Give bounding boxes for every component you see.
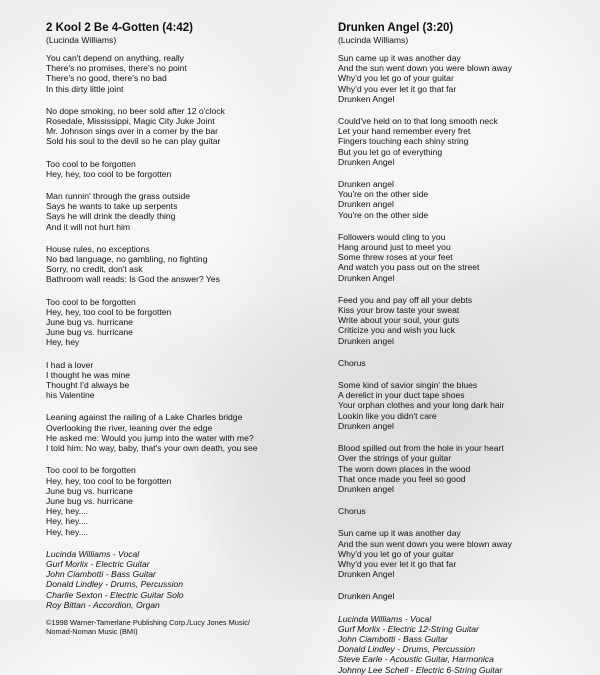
lyric-stanza: [46, 297, 326, 348]
lyric-line: And the sun went down you were blown away: [338, 63, 512, 74]
lyric-line: You're on the other side: [338, 189, 429, 200]
lyric-line: Too cool to be forgotten: [46, 296, 136, 307]
lyric-stanza: [46, 465, 326, 536]
lyric-line: The worn down places in the wood: [338, 463, 471, 474]
lyric-line: Says he will drink the deadly thing: [46, 211, 176, 222]
lyric-line: No bad language, no gambling, no fighting: [46, 254, 208, 265]
text-line: Donald Lindley - Drums, Percussion: [46, 579, 184, 590]
lyric-line: He asked me: Would you jump into the water with me?: [46, 432, 254, 443]
lyric-line: Drunken Angel: [338, 591, 395, 602]
lyric-stanza: [338, 116, 588, 167]
text-line: Donald Lindley - Drums, Percussion: [338, 644, 476, 655]
song-title: 2 Kool 2 Be 4-Gotten (4:42): [46, 22, 193, 34]
lyric-stanza: [338, 528, 588, 579]
lyric-line: Bathroom wall reads: Is God the answer? Yes: [46, 274, 220, 285]
lyric-line: Over the strings of your guitar: [338, 453, 452, 464]
lyric-line: That once made you feel so good: [338, 473, 466, 484]
lyric-line: A derelict in your duct tape shoes: [338, 390, 465, 401]
lyric-line: Drunken angel: [338, 335, 394, 346]
lyric-line: June bug vs. hurricane: [46, 495, 133, 506]
lyric-line: Hey, hey, too cool to be forgotten: [46, 168, 172, 179]
lyric-line: Why'd you ever let it go that far: [338, 558, 457, 569]
text-line: Lucinda Williams - Vocal: [46, 548, 140, 559]
lyric-stanza: [338, 380, 588, 431]
lyric-line: No dope smoking, no beer sold after 12 o'clock: [46, 105, 225, 116]
text-line: Charlie Sexton - Electric Guitar Solo: [46, 589, 184, 600]
lyric-line: Sun came up it was another day: [338, 53, 461, 63]
lyric-line: Drunken angel: [338, 420, 394, 431]
lyric-line: I thought he was mine: [46, 369, 131, 380]
lyrics: [46, 53, 326, 537]
lyric-line: Drunken Angel: [338, 156, 395, 167]
lyric-line: Criticize you and wish you luck: [338, 325, 456, 336]
lyric-line: Too cool to be forgotten: [46, 158, 136, 169]
lyric-line: Hang around just to meet you: [338, 242, 451, 253]
lyric-line: Too cool to be forgotten: [46, 465, 136, 476]
lyric-line: Drunken Angel: [338, 93, 395, 104]
lyric-line: June bug vs. hurricane: [46, 327, 133, 338]
lyric-line: And the sun went down you were blown away: [338, 538, 512, 549]
lyric-line: Blood spilled out from the hole in your heart: [338, 443, 504, 454]
lyric-stanza: [338, 443, 588, 494]
lyric-line: Some kind of savior singin' the blues: [338, 380, 478, 391]
lyric-line: June bug vs. hurricane: [46, 485, 133, 496]
lyric-line: Hey, hey, too cool to be forgotten: [46, 475, 172, 486]
lyrics: [338, 53, 588, 602]
lyric-line: Could've held on to that long smooth neck: [338, 116, 498, 127]
copyright-notice: [46, 618, 326, 636]
personnel-list: [338, 614, 588, 675]
text-line: ©1998 Warner-Tamerlane Publishing Corp./Lucy Jones Music/: [46, 617, 250, 627]
lyric-line: Why'd you let go of your guitar: [338, 548, 454, 559]
lyric-line: Hey, hey: [46, 337, 80, 348]
text-line: John Ciambotti - Bass Guitar: [46, 569, 156, 580]
lyric-line: Mr. Johnson sings over in a corner by the bar: [46, 126, 218, 137]
lyric-line: his Valentine: [46, 390, 95, 401]
text-line: Steve Earle - Acoustic Guitar, Harmonica: [338, 654, 494, 665]
lyric-stanza: [338, 53, 588, 104]
lyric-line: Why'd you let go of your guitar: [338, 73, 454, 84]
lyric-stanza: [338, 232, 588, 283]
lyric-stanza: [338, 295, 588, 346]
lyric-line: There's no good, there's no bad: [46, 73, 167, 84]
lyric-line: Chorus: [338, 357, 366, 368]
text-line: Gurf Morlix - Electric 12-String Guitar: [338, 623, 479, 634]
lyric-line: And it will not hurt him: [46, 221, 131, 232]
songwriter-credit: (Lucinda Williams): [338, 35, 409, 45]
lyric-line: Hey, hey....: [46, 516, 89, 527]
lyric-line: Followers would cling to you: [338, 231, 446, 242]
text-line: Nomad-Noman Music (BMI): [46, 626, 138, 636]
lyric-line: Overlooking the river, leaning over the edge: [46, 422, 213, 433]
left-column: [46, 22, 326, 636]
text-line: John Ciambotti - Bass Guitar: [338, 633, 448, 644]
lyric-line: I had a lover: [46, 359, 94, 370]
lyric-line: Why'd you ever let it go that far: [338, 83, 457, 94]
lyric-stanza: [46, 106, 326, 147]
text-line: Johnny Lee Schell - Electric 6-String Guitar: [338, 664, 503, 675]
right-column: [338, 22, 588, 675]
lyric-stanza: [46, 159, 326, 179]
lyric-stanza: [46, 360, 326, 401]
lyric-line: Your orphan clothes and your long dark hair: [338, 400, 505, 411]
lyric-line: Drunken angel: [338, 483, 394, 494]
lyric-stanza: [338, 358, 588, 368]
lyric-line: Drunken Angel: [338, 569, 395, 580]
lyric-stanza: [46, 412, 326, 453]
lyric-stanza: [338, 179, 588, 220]
lyric-line: Chorus: [338, 506, 366, 517]
lyric-stanza: [46, 244, 326, 285]
lyric-line: Drunken Angel: [338, 272, 395, 283]
text-line: Lucinda Williams - Vocal: [338, 613, 432, 624]
text-line: Roy Bittan - Accordion, Organ: [46, 599, 160, 610]
lyric-line: Sold his soul to the devil so he can play guitar: [46, 136, 221, 147]
lyric-stanza: [46, 191, 326, 232]
lyric-line: Thought I'd always be: [46, 380, 130, 391]
lyric-line: But you let go of everything: [338, 146, 443, 157]
lyric-stanza: [46, 53, 326, 94]
lyric-line: Man runnin' through the grass outside: [46, 191, 191, 202]
lyric-line: House rules, no exceptions: [46, 243, 150, 254]
lyric-line: Some threw roses at your feet: [338, 252, 453, 263]
lyric-line: Fingers touching each shiny string: [338, 136, 469, 147]
lyric-line: Hey, hey....: [46, 506, 89, 517]
lyric-line: Drunken angel: [338, 179, 394, 190]
lyric-line: Leaning against the railing of a Lake Charles bridge: [46, 412, 243, 423]
lyric-line: Let your hand remember every fret: [338, 126, 471, 137]
song-title: Drunken Angel (3:20): [338, 22, 454, 34]
lyric-line: Drunken angel: [338, 199, 394, 210]
lyric-line: Sun came up it was another day: [338, 528, 461, 539]
lyric-line: I told him: No way, baby, that's your own death, you see: [46, 443, 258, 454]
personnel-list: [46, 549, 326, 610]
lyric-line: Feed you and pay off all your debts: [338, 294, 473, 305]
songwriter-credit: (Lucinda Williams): [46, 35, 117, 45]
lyric-line: In this dirty little joint: [46, 83, 124, 94]
lyric-line: Write about your soul, your guts: [338, 315, 460, 326]
lyric-line: You can't depend on anything, really: [46, 53, 184, 63]
lyric-line: June bug vs. hurricane: [46, 317, 133, 328]
lyric-stanza: [338, 506, 588, 516]
lyric-line: Sorry, no credit, don't ask: [46, 264, 143, 275]
lyric-line: There's no promises, there's no point: [46, 63, 187, 74]
text-line: Gurf Morlix - Electric Guitar: [46, 558, 150, 569]
lyric-line: Says he wants to take up serpents: [46, 201, 178, 212]
lyric-stanza: [338, 591, 588, 601]
lyric-line: Hey, hey....: [46, 526, 89, 537]
lyric-line: Kiss your brow taste your sweat: [338, 305, 460, 316]
lyric-line: And watch you pass out on the street: [338, 262, 480, 273]
lyric-line: You're on the other side: [338, 209, 429, 220]
lyric-line: Rosedale, Mississippi, Magic City Juke Joint: [46, 116, 215, 127]
lyric-line: Lookin like you didn't care: [338, 410, 437, 421]
lyric-line: Hey, hey, too cool to be forgotten: [46, 306, 172, 317]
